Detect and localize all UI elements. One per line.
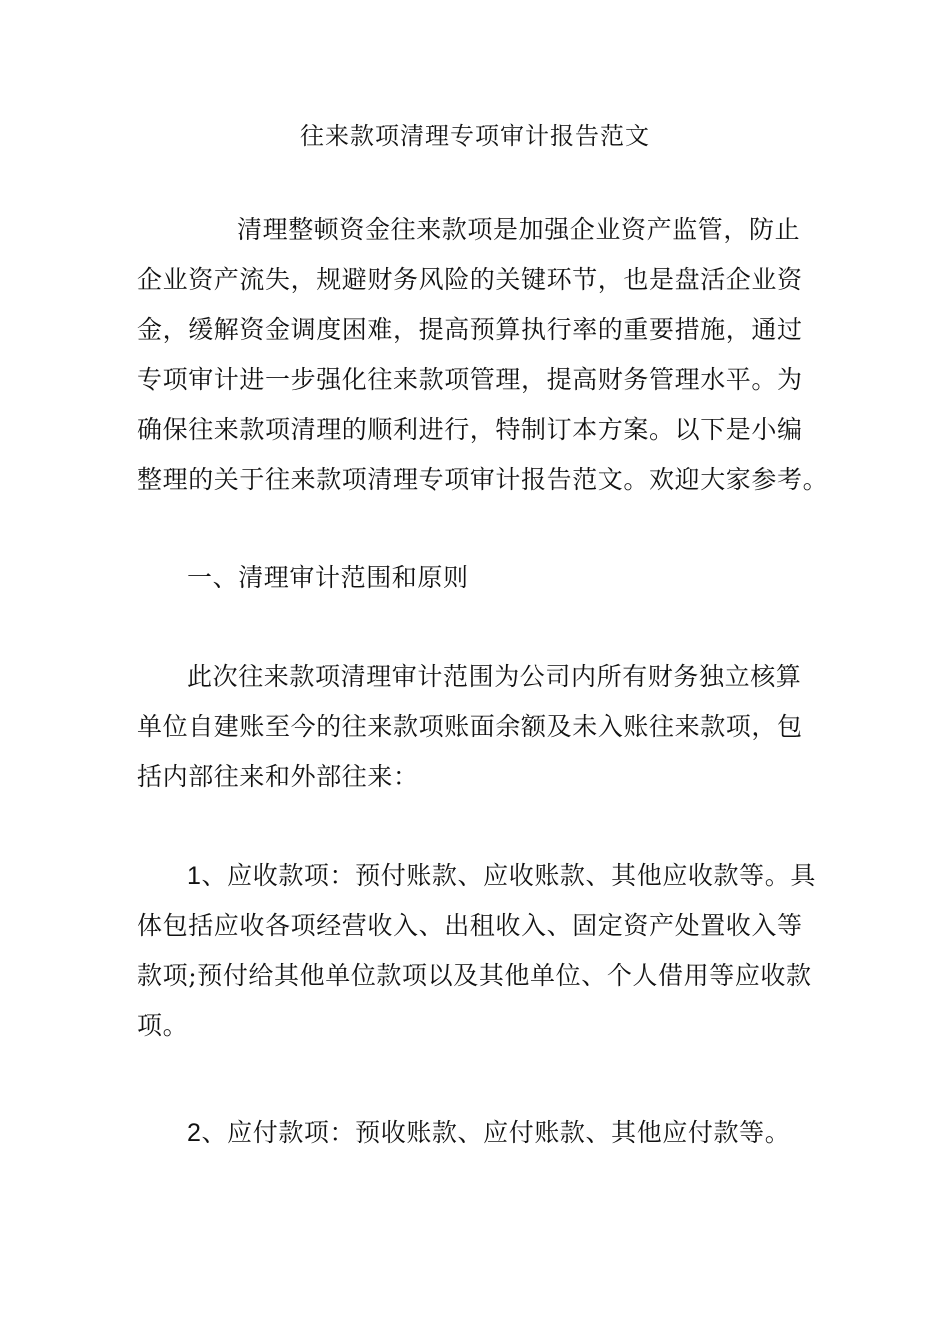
- document-title: 往来款项清理专项审计报告范文: [300, 122, 650, 150]
- intro-paragraph: [137, 205, 829, 505]
- payables-text: 、应付款项：预收账款、应付账款、其他应付款等。: [201, 1118, 791, 1147]
- intro-line: 确保往来款项清理的顺利进行，特制订本方案。以下是小编: [137, 415, 803, 444]
- receivables-line: 体包括应收各项经营收入、出租收入、固定资产处置收入等: [137, 911, 803, 940]
- receivables-line: [137, 851, 817, 901]
- scope-line: 单位自建账至今的往来款项账面余额及未入账往来款项，包: [137, 712, 803, 741]
- intro-line: 清理整顿资金往来款项是加强企业资产监管，防止: [237, 215, 801, 244]
- scope-line: 括内部往来和外部往来：: [137, 762, 419, 791]
- scope-paragraph: [137, 652, 817, 802]
- receivables-line: 项。: [137, 1011, 189, 1040]
- item-number: 2: [187, 1119, 202, 1147]
- receivables-paragraph: [137, 851, 817, 1051]
- receivables-line: 款项;预付给其他单位款项以及其他单位、个人借用等应收款: [137, 961, 812, 990]
- section-heading-text: 一、清理审计范围和原则: [187, 563, 469, 592]
- intro-line: 专项审计进一步强化往来款项管理，提高财务管理水平。为: [137, 365, 803, 394]
- payables-paragraph: [137, 1108, 817, 1158]
- intro-line: 金，缓解资金调度困难，提高预算执行率的重要措施，通过: [137, 315, 803, 344]
- scope-line: 此次往来款项清理审计范围为公司内所有财务独立核算: [187, 662, 802, 691]
- payables-line: [137, 1108, 817, 1158]
- item-number: 1: [187, 862, 202, 890]
- section-heading: [137, 553, 817, 603]
- intro-line: 企业资产流失，规避财务风险的关键环节，也是盘活企业资: [137, 265, 803, 294]
- receivables-text: 、应收款项：预付账款、应收账款、其他应收款等。具: [201, 861, 816, 890]
- intro-line: 整理的关于往来款项清理专项审计报告范文。欢迎大家参考。: [137, 465, 829, 494]
